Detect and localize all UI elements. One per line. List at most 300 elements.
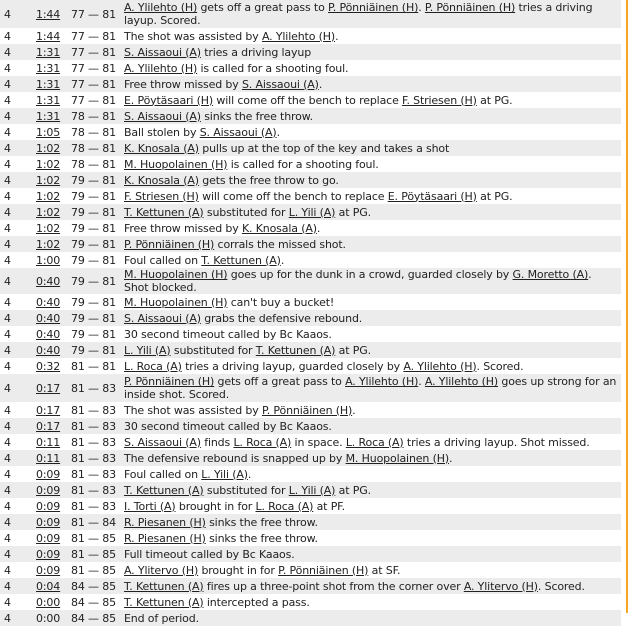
description-cell	[122, 220, 621, 236]
quarter-cell: 4	[0, 530, 34, 546]
player-link[interactable]: K. Knosala (A)	[124, 141, 199, 155]
player-link[interactable]: A. Ylilehto (H)	[261, 29, 336, 43]
description-text: 30 second timeout called by Bc Kaaos.	[124, 327, 332, 341]
player-link[interactable]: R. Piesanen (H)	[124, 531, 206, 545]
time-cell	[34, 108, 69, 124]
description-text: goes up strong for an inside shot. Scored.	[124, 375, 617, 401]
description-text: .	[335, 29, 339, 43]
score-cell: 79 — 81	[69, 220, 122, 236]
play-row	[0, 514, 621, 530]
time-link[interactable]: 1:00	[36, 253, 61, 267]
player-link[interactable]: T. Kettunen (A)	[201, 253, 281, 267]
score-cell: 84 — 85	[69, 610, 122, 626]
play-row	[0, 60, 621, 76]
player-link[interactable]: K. Knosala (A)	[241, 221, 317, 235]
time-cell	[34, 358, 69, 374]
time-cell	[34, 546, 69, 562]
time-link[interactable]: 1:31	[36, 77, 61, 91]
player-link[interactable]: A. Ylilehto (H)	[124, 1, 198, 14]
score-cell: 81 — 83	[69, 402, 122, 418]
quarter-cell: 4	[0, 498, 34, 514]
quarter-cell: 4	[0, 434, 34, 450]
description-cell	[122, 374, 621, 402]
score-cell: 79 — 81	[69, 294, 122, 310]
quarter-cell: 4	[0, 610, 34, 626]
description-text: corrals the missed shot.	[214, 237, 346, 251]
description-text: Free throw missed by	[124, 221, 242, 235]
player-link[interactable]: R. Piesanen (H)	[124, 515, 206, 529]
time-cell	[34, 28, 69, 44]
quarter-cell: 4	[0, 514, 34, 530]
time-cell	[34, 374, 69, 402]
player-link[interactable]: M. Huopolainen (H)	[124, 295, 228, 309]
time-link[interactable]: 1:02	[36, 237, 61, 251]
score-cell: 81 — 83	[69, 374, 122, 402]
description-cell	[122, 172, 621, 188]
score-cell: 77 — 81	[69, 92, 122, 108]
description-text: .	[318, 77, 323, 91]
time-cell	[34, 310, 69, 326]
play-row	[0, 594, 621, 610]
description-cell	[122, 236, 621, 252]
score-cell: 79 — 81	[69, 252, 122, 268]
play-row	[0, 294, 621, 310]
description-cell	[122, 482, 621, 498]
description-cell	[122, 342, 621, 358]
play-row	[0, 28, 621, 44]
quarter-cell: 4	[0, 374, 34, 402]
time-cell	[34, 578, 69, 594]
play-row	[0, 434, 621, 450]
time-link[interactable]: 0:11	[36, 451, 61, 465]
time-link[interactable]: 1:44	[36, 29, 61, 43]
time-cell	[34, 418, 69, 434]
quarter-cell: 4	[0, 28, 34, 44]
description-text: gets off a great pass to	[214, 375, 346, 388]
time-link[interactable]: 0:17	[36, 381, 61, 395]
quarter-cell: 4	[0, 450, 34, 466]
frame-border	[626, 0, 628, 613]
description-text: .	[280, 253, 285, 267]
description-text: gets the free throw to go.	[198, 173, 339, 187]
play-row	[0, 546, 621, 562]
description-text: tries a driving layup	[200, 45, 312, 59]
play-row	[0, 204, 621, 220]
description-text: .	[418, 1, 425, 14]
time-cell	[34, 466, 69, 482]
play-row	[0, 402, 621, 418]
time-link[interactable]: 0:04	[36, 579, 61, 593]
quarter-cell: 4	[0, 188, 34, 204]
description-text: .	[276, 125, 280, 139]
description-text: sinks the free throw.	[205, 515, 318, 529]
play-row	[0, 124, 621, 140]
play-row	[0, 374, 621, 402]
description-cell	[122, 204, 621, 220]
player-link[interactable]: P. Pönniäinen (H)	[278, 563, 369, 577]
description-cell	[122, 60, 621, 76]
quarter-cell: 4	[0, 546, 34, 562]
player-link[interactable]: L. Roca (A)	[124, 359, 182, 373]
player-link[interactable]: L. Yili (A)	[124, 343, 171, 357]
player-link[interactable]: M. Huopolainen (H)	[345, 451, 449, 465]
quarter-cell: 4	[0, 578, 34, 594]
quarter-cell: 4	[0, 156, 34, 172]
player-link[interactable]: T. Kettunen (A)	[124, 205, 204, 219]
player-link[interactable]: K. Knosala (A)	[124, 173, 199, 187]
play-row	[0, 108, 621, 124]
play-row	[0, 172, 621, 188]
player-link[interactable]: L. Roca (A)	[233, 435, 292, 449]
description-text: Full timeout called by Bc Kaaos.	[124, 547, 295, 561]
score-cell: 77 — 81	[69, 76, 122, 92]
description-cell	[122, 546, 621, 562]
description-cell	[122, 450, 621, 466]
quarter-cell: 4	[0, 294, 34, 310]
description-cell	[122, 326, 621, 342]
player-link[interactable]: A. Ylilehto (H)	[124, 61, 198, 75]
score-cell: 79 — 81	[69, 342, 122, 358]
description-text: in space.	[291, 435, 346, 449]
score-cell: 84 — 85	[69, 594, 122, 610]
description-cell	[122, 514, 621, 530]
score-cell: 81 — 83	[69, 466, 122, 482]
description-cell	[122, 434, 621, 450]
player-link[interactable]: A. Ylitervo (H)	[124, 563, 199, 577]
score-cell: 79 — 81	[69, 326, 122, 342]
score-cell: 81 — 85	[69, 530, 122, 546]
description-text: The shot was assisted by	[124, 403, 262, 417]
time-link[interactable]: 0:40	[36, 295, 61, 309]
time-link[interactable]: 1:44	[36, 7, 61, 21]
play-row	[0, 76, 621, 92]
description-text: End of period.	[124, 611, 199, 625]
player-link[interactable]: M. Huopolainen (H)	[124, 157, 228, 171]
description-cell	[122, 610, 621, 626]
time-link[interactable]: 0:09	[36, 499, 61, 513]
description-cell	[122, 498, 621, 514]
time-link[interactable]: 0:40	[36, 274, 61, 288]
time-link[interactable]: 1:31	[36, 61, 61, 75]
play-row	[0, 252, 621, 268]
score-cell: 79 — 81	[69, 188, 122, 204]
quarter-cell: 4	[0, 236, 34, 252]
description-text: at PG.	[476, 93, 513, 107]
quarter-cell: 4	[0, 92, 34, 108]
description-text: The defensive rebound is snapped up by	[124, 451, 346, 465]
quarter-cell: 4	[0, 358, 34, 374]
description-cell	[122, 108, 621, 124]
player-link[interactable]: T. Kettunen (A)	[124, 483, 204, 497]
description-text: substituted for	[203, 483, 289, 497]
quarter-cell: 4	[0, 44, 34, 60]
play-row	[0, 498, 621, 514]
quarter-cell: 4	[0, 204, 34, 220]
player-link[interactable]: T. Kettunen (A)	[255, 343, 336, 357]
time-cell	[34, 124, 69, 140]
description-text: intercepted a pass.	[203, 595, 310, 609]
player-link[interactable]: S. Aissaoui (A)	[199, 125, 277, 139]
description-text: .	[418, 375, 425, 388]
player-link[interactable]: S. Aissaoui (A)	[124, 45, 201, 59]
player-link[interactable]: L. Roca (A)	[345, 435, 404, 449]
description-cell	[122, 418, 621, 434]
player-link[interactable]: S. Aissaoui (A)	[124, 435, 201, 449]
player-link[interactable]: E. Pöytäsaari (H)	[124, 93, 214, 107]
description-text: .	[247, 467, 252, 481]
time-link[interactable]: 1:31	[36, 45, 61, 59]
description-text: at PG.	[335, 205, 371, 219]
description-text: tries a driving layup. Scored.	[124, 1, 593, 27]
score-cell: 81 — 84	[69, 514, 122, 530]
description-text: is called for a shooting foul.	[227, 157, 379, 171]
play-row	[0, 44, 621, 60]
quarter-cell: 4	[0, 76, 34, 92]
time-link[interactable]: 0:11	[36, 435, 61, 449]
description-text: is called for a shooting foul.	[197, 61, 349, 75]
description-text: can't buy a bucket!	[227, 295, 335, 309]
player-link[interactable]: F. Striesen (H)	[124, 189, 199, 203]
time-link[interactable]: 1:02	[36, 157, 61, 171]
description-text: Foul called on	[124, 467, 202, 481]
description-text: Ball stolen by	[124, 125, 200, 139]
player-link[interactable]: S. Aissaoui (A)	[124, 311, 201, 325]
description-text: at PG.	[335, 483, 371, 497]
quarter-cell: 4	[0, 342, 34, 358]
time-cell	[34, 252, 69, 268]
time-cell	[34, 0, 69, 28]
description-text: tries a driving layup, guarded closely by	[181, 359, 404, 373]
score-cell: 77 — 81	[69, 44, 122, 60]
player-link[interactable]: I. Torti (A)	[124, 499, 176, 513]
player-link[interactable]: E. Pöytäsaari (H)	[387, 189, 477, 203]
description-text: finds	[200, 435, 234, 449]
player-link[interactable]: L. Yili (A)	[201, 467, 248, 481]
play-row	[0, 0, 621, 28]
description-text: Free throw missed by	[124, 77, 242, 91]
description-text: tries a driving layup. Shot missed.	[403, 435, 590, 449]
quarter-cell: 4	[0, 402, 34, 418]
description-text: will come off the bench to replace	[213, 93, 403, 107]
description-cell	[122, 466, 621, 482]
description-cell	[122, 578, 621, 594]
play-row	[0, 310, 621, 326]
time-cell	[34, 140, 69, 156]
score-cell: 81 — 83	[69, 418, 122, 434]
time-cell	[34, 60, 69, 76]
time-link[interactable]: 1:05	[36, 125, 61, 139]
play-row	[0, 140, 621, 156]
description-text: at PG.	[335, 343, 371, 357]
player-link[interactable]: P. Pönniäinen (H)	[261, 403, 353, 417]
time-link[interactable]: 0:09	[36, 467, 61, 481]
quarter-cell: 4	[0, 594, 34, 610]
play-row	[0, 562, 621, 578]
time-link[interactable]: 0:09	[36, 515, 61, 529]
description-text: .	[352, 403, 356, 417]
play-row	[0, 450, 621, 466]
player-link[interactable]: T. Kettunen (A)	[124, 595, 204, 609]
time-cell	[34, 342, 69, 358]
score-cell: 77 — 81	[69, 60, 122, 76]
play-row	[0, 578, 621, 594]
description-text: at PF.	[313, 499, 345, 513]
play-row	[0, 418, 621, 434]
time-link[interactable]: 1:02	[36, 205, 61, 219]
play-row	[0, 482, 621, 498]
play-row	[0, 236, 621, 252]
quarter-cell: 4	[0, 326, 34, 342]
description-text: grabs the defensive rebound.	[200, 311, 363, 325]
quarter-cell: 4	[0, 140, 34, 156]
time-link[interactable]: 0:09	[36, 483, 61, 497]
score-cell: 78 — 81	[69, 124, 122, 140]
quarter-cell: 4	[0, 252, 34, 268]
time-link[interactable]: 0:09	[36, 531, 61, 545]
description-text: 30 second timeout called by Bc Kaaos.	[124, 419, 332, 433]
description-text: . Shot blocked.	[124, 268, 592, 294]
player-link[interactable]: T. Kettunen (A)	[124, 579, 204, 593]
play-row	[0, 530, 621, 546]
description-cell	[122, 44, 621, 60]
player-link[interactable]: A. Ylitervo (H)	[463, 579, 538, 593]
time-cell	[34, 44, 69, 60]
time-link[interactable]: 0:09	[36, 563, 61, 577]
time-link[interactable]: 1:02	[36, 189, 61, 203]
time-link[interactable]: 0:40	[36, 327, 61, 341]
description-cell	[122, 76, 621, 92]
description-text: .	[316, 221, 321, 235]
time-cell	[34, 204, 69, 220]
description-text: sinks the free throw.	[200, 109, 313, 123]
play-row	[0, 268, 621, 294]
score-cell: 81 — 85	[69, 562, 122, 578]
time-link[interactable]: 1:02	[36, 173, 61, 187]
player-link[interactable]: L. Yili (A)	[288, 483, 336, 497]
player-link[interactable]: L. Yili (A)	[288, 205, 336, 219]
quarter-cell: 4	[0, 466, 34, 482]
time-cell	[34, 450, 69, 466]
time-text: 0:00	[36, 611, 61, 625]
time-cell	[34, 562, 69, 578]
time-cell	[34, 610, 69, 626]
play-row	[0, 342, 621, 358]
time-link[interactable]: 1:02	[36, 221, 61, 235]
quarter-cell: 4	[0, 172, 34, 188]
player-link[interactable]: A. Ylilehto (H)	[403, 359, 477, 373]
quarter-cell: 4	[0, 108, 34, 124]
player-link[interactable]: P. Pönniäinen (H)	[424, 1, 516, 14]
time-cell	[34, 268, 69, 294]
time-cell	[34, 530, 69, 546]
quarter-cell: 4	[0, 268, 34, 294]
time-link[interactable]: 1:02	[36, 141, 61, 155]
time-link[interactable]: 0:00	[36, 595, 61, 609]
time-link[interactable]: 0:40	[36, 311, 61, 325]
time-cell	[34, 594, 69, 610]
player-link[interactable]: P. Pönniäinen (H)	[328, 1, 419, 14]
time-link[interactable]: 0:17	[36, 403, 61, 417]
description-text: fires up a three-point shot from the corner over	[203, 579, 464, 593]
description-cell	[122, 188, 621, 204]
player-link[interactable]: S. Aissaoui (A)	[124, 109, 201, 123]
time-link[interactable]: 1:31	[36, 93, 61, 107]
player-link[interactable]: S. Aissaoui (A)	[241, 77, 319, 91]
time-cell	[34, 326, 69, 342]
player-link[interactable]: G. Moretto (A)	[512, 268, 589, 281]
time-link[interactable]: 0:40	[36, 343, 61, 357]
score-cell: 81 — 83	[69, 498, 122, 514]
quarter-cell: 4	[0, 310, 34, 326]
play-row	[0, 326, 621, 342]
time-link[interactable]: 0:09	[36, 547, 61, 561]
time-cell	[34, 294, 69, 310]
quarter-cell: 4	[0, 60, 34, 76]
time-link[interactable]: 0:32	[36, 359, 61, 373]
description-text: gets off a great pass to	[197, 1, 329, 14]
description-text: will come off the bench to replace	[198, 189, 388, 203]
player-link[interactable]: A. Ylilehto (H)	[424, 375, 499, 388]
time-link[interactable]: 1:31	[36, 109, 61, 123]
description-text: brought in for	[198, 563, 279, 577]
quarter-cell: 4	[0, 124, 34, 140]
time-cell	[34, 172, 69, 188]
description-text: brought in for	[175, 499, 256, 513]
play-row	[0, 466, 621, 482]
score-cell: 81 — 83	[69, 434, 122, 450]
score-cell: 81 — 83	[69, 482, 122, 498]
description-text: . Scored.	[476, 359, 524, 373]
description-text: .	[448, 451, 453, 465]
quarter-cell: 4	[0, 562, 34, 578]
score-cell: 79 — 81	[69, 204, 122, 220]
time-link[interactable]: 0:17	[36, 419, 61, 433]
time-cell	[34, 498, 69, 514]
player-link[interactable]: M. Huopolainen (H)	[124, 268, 228, 281]
description-cell	[122, 562, 621, 578]
score-cell: 79 — 81	[69, 268, 122, 294]
description-cell	[122, 268, 621, 294]
quarter-cell: 4	[0, 0, 34, 28]
description-text: Foul called on	[124, 253, 202, 267]
score-cell: 79 — 81	[69, 172, 122, 188]
time-cell	[34, 92, 69, 108]
description-text: pulls up at the top of the key and takes a shot	[198, 141, 450, 155]
player-link[interactable]: P. Pönniäinen (H)	[124, 237, 215, 251]
score-cell: 81 — 83	[69, 450, 122, 466]
description-text: at PG.	[476, 189, 513, 203]
quarter-cell: 4	[0, 418, 34, 434]
player-link[interactable]: F. Striesen (H)	[402, 93, 477, 107]
time-cell	[34, 434, 69, 450]
description-text: goes up for the dunk in a crowd, guarded closely by	[227, 268, 513, 281]
score-cell: 84 — 85	[69, 578, 122, 594]
player-link[interactable]: A. Ylilehto (H)	[345, 375, 419, 388]
score-cell: 77 — 81	[69, 0, 122, 28]
player-link[interactable]: L. Roca (A)	[255, 499, 314, 513]
description-text: substituted for	[203, 205, 289, 219]
description-cell	[122, 92, 621, 108]
play-row	[0, 220, 621, 236]
time-cell	[34, 220, 69, 236]
score-cell: 77 — 81	[69, 28, 122, 44]
description-cell	[122, 358, 621, 374]
description-cell	[122, 402, 621, 418]
play-row	[0, 358, 621, 374]
description-cell	[122, 294, 621, 310]
player-link[interactable]: P. Pönniäinen (H)	[124, 375, 215, 388]
time-cell	[34, 156, 69, 172]
